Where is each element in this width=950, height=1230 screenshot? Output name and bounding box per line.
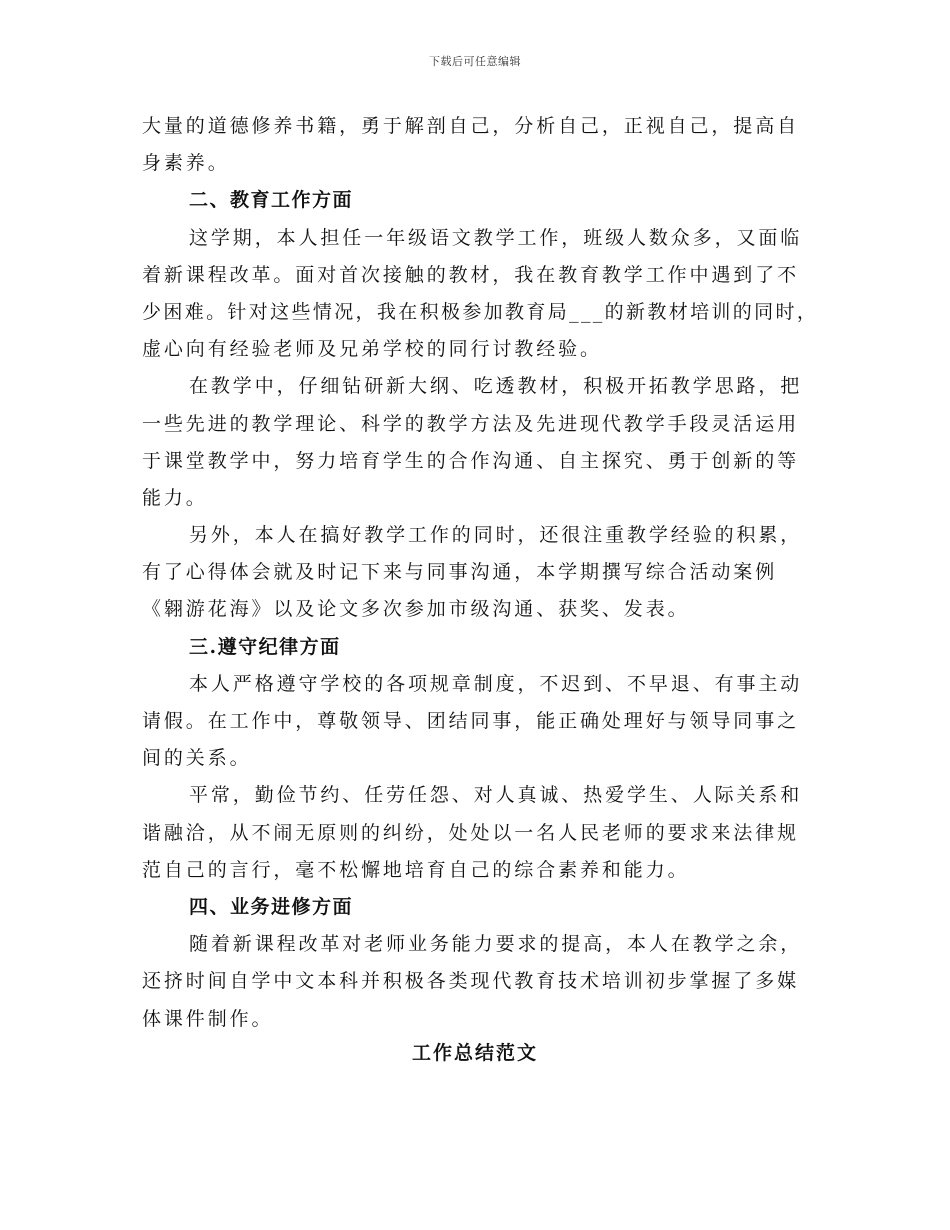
- section-heading: 三.遵守纪律方面: [189, 635, 341, 658]
- text-line: 大量的道德修养书籍，勇于解剖自己，分析自己，正视自己，提高自: [142, 115, 800, 137]
- section-title: 工作总结范文: [411, 1042, 538, 1064]
- text-line: 请假。在工作中，尊敬领导、团结同事，能正确处理好与领导同事之: [142, 710, 800, 732]
- text-line: 另外，本人在搞好教学工作的同时，还很注重教学经验的积累，: [189, 524, 803, 547]
- text-line: 体课件制作。: [142, 1007, 274, 1030]
- text-line: 一些先进的教学理论、科学的教学方法及先进现代教学手段灵活运用: [142, 412, 800, 435]
- text-line: 范自己的言行，毫不松懈地培育自己的综合素养和能力。: [142, 858, 690, 881]
- text-line: 谐融洽，从不闹无原则的纠纷，处处以一名人民老师的要求来法律规: [142, 821, 800, 844]
- text-line: 虚心向有经验老师及兄弟学校的同行讨教经验。: [142, 338, 602, 361]
- text-line: 能力。: [142, 486, 208, 509]
- text-line: 间的关系。: [142, 747, 252, 770]
- text-line: 身素养。: [142, 152, 230, 175]
- header-note: 下载后可任意编辑: [429, 55, 521, 68]
- text-line: 还挤时间自学中文本科并积极各类现代教育技术培训初步掌握了多媒: [142, 970, 800, 993]
- section-heading: 四、业务进修方面: [189, 895, 354, 918]
- text-line: 这学期，本人担任一年级语文教学工作，班级人数众多，又面临: [189, 226, 803, 249]
- text-line: 随着新课程改革对老师业务能力要求的提高，本人在教学之余，: [189, 933, 803, 956]
- section-heading: 二、教育工作方面: [189, 189, 354, 212]
- text-line: 于课堂教学中，努力培育学生的合作沟通、自主探究、勇于创新的等: [142, 449, 800, 472]
- text-line: 着新课程改革。面对首次接触的教材，我在教育教学工作中遇到了不: [142, 263, 800, 286]
- document-body: [142, 108, 819, 1038]
- text-line: 少困难。针对这些情况，我在积极参加教育局___的新教材培训的同时，: [142, 300, 819, 323]
- text-line: 在教学中，仔细钻研新大纲、吃透教材，积极开拓教学思路，把: [189, 375, 803, 398]
- text-line: 本人严格遵守学校的各项规章制度，不迟到、不早退、有事主动: [189, 672, 803, 695]
- text-line: 有了心得体会就及时记下来与同事沟通，本学期撰写综合活动案例: [142, 561, 778, 584]
- text-line: 平常，勤俭节约、任劳任怨、对人真诚、热爱学生、人际关系和: [189, 784, 803, 807]
- text-line: 《翱游花海》以及论文多次参加市级沟通、获奖、发表。: [142, 598, 690, 621]
